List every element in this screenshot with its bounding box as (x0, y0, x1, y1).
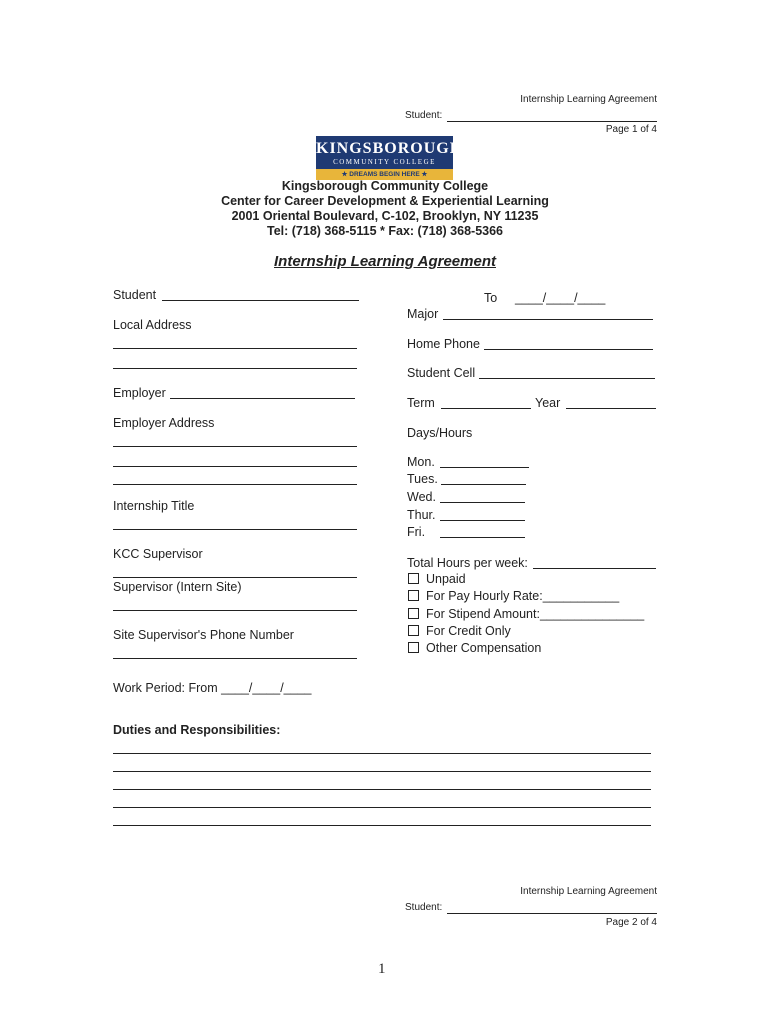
header-student-line[interactable] (447, 121, 657, 122)
footer-page: Page 2 of 4 (605, 917, 657, 928)
day-thur-field[interactable] (440, 520, 525, 521)
duties-field-5[interactable] (113, 825, 651, 826)
day-tues-label: Tues. (407, 472, 438, 486)
local-address-field-2[interactable] (113, 368, 357, 369)
term-label: Term (407, 396, 435, 410)
checkbox-icon[interactable] (408, 590, 419, 601)
employer-address-field-3[interactable] (113, 484, 357, 485)
term-field[interactable] (441, 408, 531, 409)
checkbox-icon[interactable] (408, 608, 419, 619)
total-hours-field[interactable] (533, 568, 656, 569)
home-phone-field[interactable] (484, 349, 653, 350)
header-page: Page 1 of 4 (605, 124, 657, 135)
option-credit[interactable] (408, 624, 511, 638)
day-fri-label: Fri. (407, 525, 426, 539)
header-student-label: Student: (405, 110, 443, 121)
duties-label: Duties and Responsibilities: (113, 723, 281, 737)
employer-field[interactable] (170, 398, 355, 399)
option-stipend-label: For Stipend Amount:_______________ (426, 607, 645, 621)
employer-address-label: Employer Address (113, 416, 215, 430)
days-hours-label: Days/Hours (407, 426, 473, 440)
day-fri-field[interactable] (440, 537, 525, 538)
day-mon-label: Mon. (407, 455, 435, 469)
kcc-supervisor-label: KCC Supervisor (113, 547, 203, 561)
local-address-field-1[interactable] (113, 348, 357, 349)
institution-center: Center for Career Development & Experiential Learning (221, 194, 549, 208)
major-label: Major (407, 307, 439, 321)
supervisor-site-label: Supervisor (Intern Site) (113, 580, 242, 594)
internship-title-label: Internship Title (113, 499, 195, 513)
site-phone-label: Site Supervisor's Phone Number (113, 628, 294, 642)
day-tues-field[interactable] (441, 484, 526, 485)
day-wed-label: Wed. (407, 490, 436, 504)
institution-contact: Tel: (718) 368-5115 * Fax: (718) 368-5366 (266, 224, 504, 238)
student-field[interactable] (162, 300, 359, 301)
option-other[interactable] (408, 641, 541, 655)
footer-student-label: Student: (405, 902, 443, 913)
year-label: Year (535, 396, 561, 410)
major-field[interactable] (443, 319, 653, 320)
option-unpaid[interactable] (408, 572, 466, 586)
day-thur-label: Thur. (407, 508, 436, 522)
option-hourly[interactable] (408, 589, 619, 603)
footer-student-line[interactable] (447, 913, 657, 914)
page-number: 1 (378, 961, 386, 977)
site-phone-field[interactable] (113, 658, 357, 659)
checkbox-icon[interactable] (408, 625, 419, 636)
duties-field-3[interactable] (113, 789, 651, 790)
form-title: Internship Learning Agreement (274, 253, 496, 270)
student-cell-label: Student Cell (407, 366, 476, 380)
institution-name: Kingsborough Community College (281, 179, 489, 193)
employer-label: Employer (113, 386, 166, 400)
institution-address: 2001 Oriental Boulevard, C-102, Brooklyn, NY 11235 (231, 209, 539, 223)
logo-name: KINGSBOROUGH (316, 140, 464, 157)
header-title: Internship Learning Agreement (520, 94, 657, 105)
supervisor-site-field[interactable] (113, 610, 357, 611)
to-label: To (484, 291, 498, 305)
logo-tagline: ★ DREAMS BEGIN HERE ★ (316, 169, 453, 180)
home-phone-label: Home Phone (407, 337, 480, 351)
duties-field-1[interactable] (113, 753, 651, 754)
employer-address-field-2[interactable] (113, 466, 357, 467)
day-wed-field[interactable] (440, 502, 525, 503)
footer-header-title: Internship Learning Agreement (520, 886, 657, 897)
option-other-label: Other Compensation (426, 641, 542, 655)
option-credit-label: For Credit Only (426, 624, 511, 638)
duties-field-4[interactable] (113, 807, 651, 808)
option-stipend[interactable] (408, 607, 644, 621)
year-field[interactable] (566, 408, 656, 409)
checkbox-icon[interactable] (408, 573, 419, 584)
kcc-supervisor-field[interactable] (113, 577, 357, 578)
work-period-field[interactable]: Work Period: From ____/____/____ (113, 681, 312, 695)
day-mon-field[interactable] (440, 467, 529, 468)
college-logo (316, 136, 464, 180)
student-label: Student (113, 288, 157, 302)
option-hourly-label: For Pay Hourly Rate:___________ (426, 589, 620, 603)
employer-address-field-1[interactable] (113, 446, 357, 447)
checkbox-icon[interactable] (408, 642, 419, 653)
logo-subtitle: COMMUNITY COLLEGE (333, 158, 436, 166)
internship-title-field[interactable] (113, 529, 357, 530)
to-date-field[interactable]: ____/____/____ (515, 291, 606, 305)
student-cell-field[interactable] (479, 378, 655, 379)
local-address-label: Local Address (113, 318, 192, 332)
option-unpaid-label: Unpaid (426, 572, 466, 586)
total-hours-label: Total Hours per week: (407, 556, 528, 570)
duties-field-2[interactable] (113, 771, 651, 772)
